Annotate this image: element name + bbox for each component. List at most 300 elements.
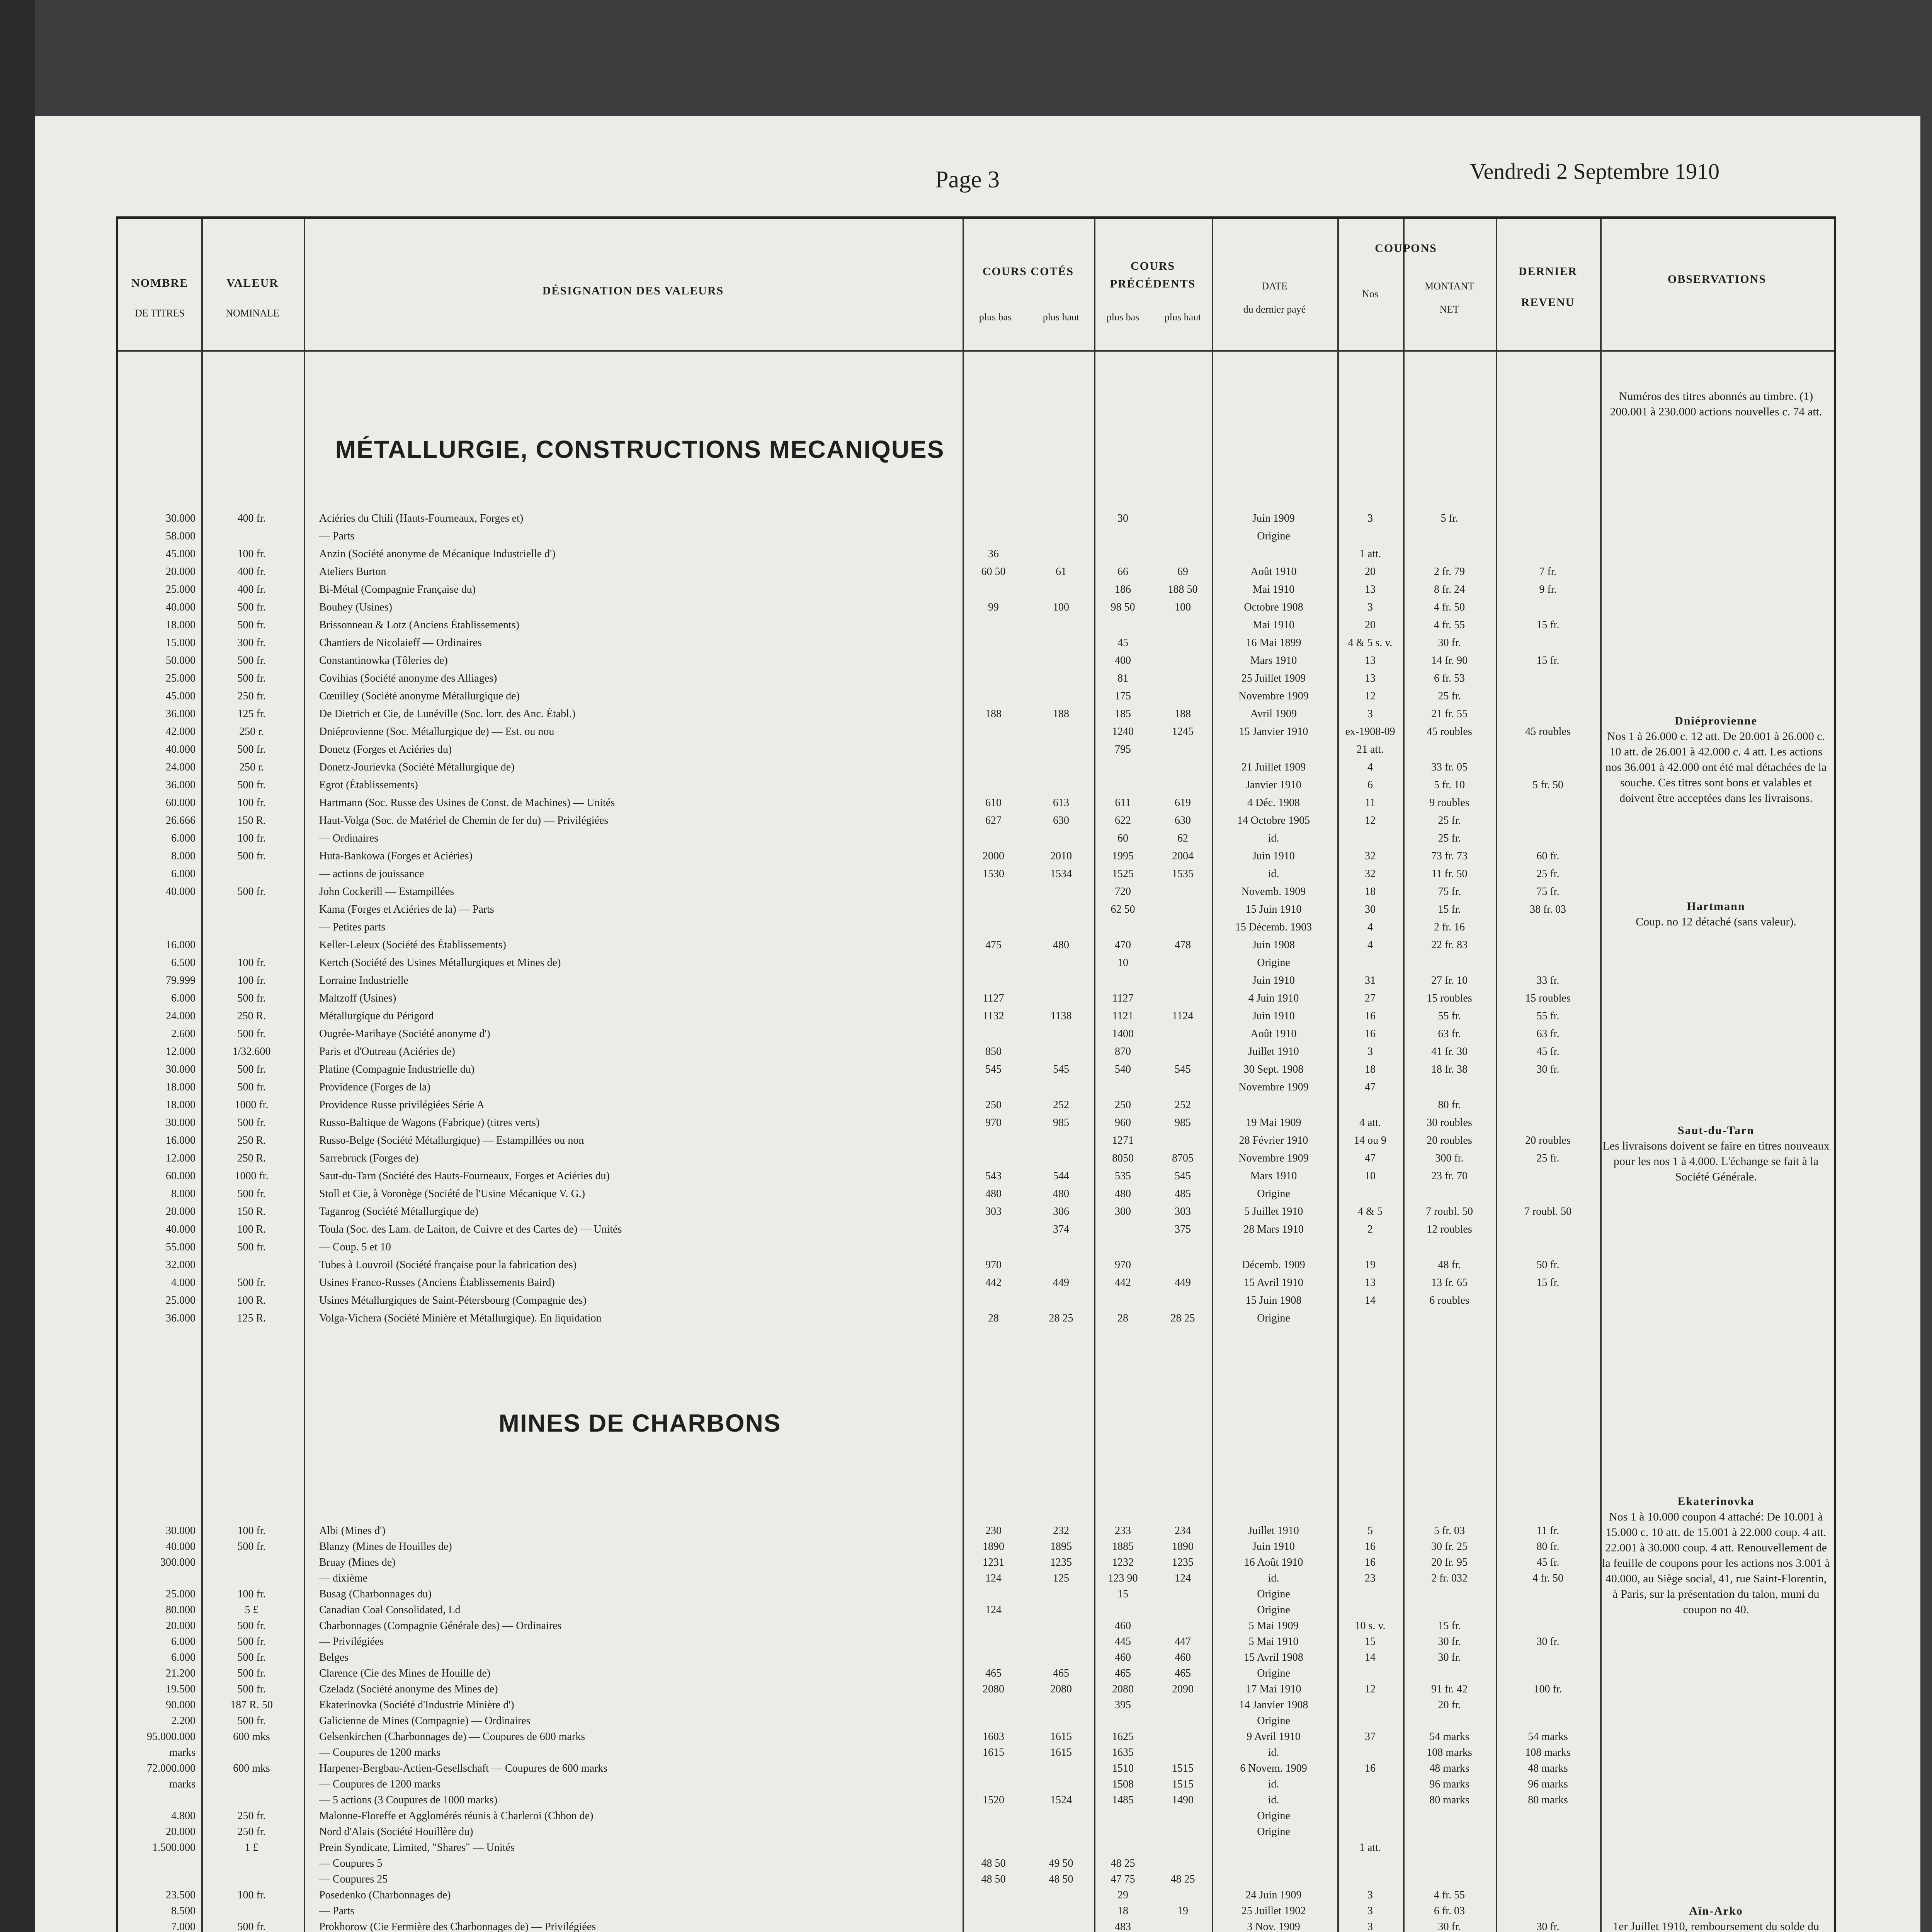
cell-dernier-revenu: 5 fr. 50 bbox=[1532, 779, 1564, 791]
cell-valeur-nominale: 5 £ bbox=[245, 1604, 259, 1616]
cell-valeur-nominale: 250 fr. bbox=[237, 1826, 266, 1838]
cell-prec-plus-haut: 100 bbox=[1175, 601, 1191, 613]
cell-coupon-montant: 6 fr. 03 bbox=[1434, 1905, 1465, 1917]
cell-cours-plus-bas: 1890 bbox=[983, 1541, 1004, 1553]
cell-designation: Providence Russe privilégiées Série A bbox=[319, 1099, 485, 1111]
cell-cours-plus-bas: 2000 bbox=[983, 850, 1004, 862]
cell-dernier-revenu: 45 fr. bbox=[1536, 1046, 1560, 1058]
cell-date-dernier-coupon: Juin 1909 bbox=[1252, 512, 1295, 524]
col-plus-bas: plus bas bbox=[979, 311, 1012, 323]
cell-dernier-revenu: 7 roubl. 50 bbox=[1524, 1206, 1572, 1218]
cell-designation: Charbonnages (Compagnie Générale des) — Ordinaires bbox=[319, 1620, 562, 1632]
cell-nombre-de-titres: 30.000 bbox=[166, 1063, 196, 1075]
table-row bbox=[118, 957, 1834, 971]
cell-coupon-numero: 27 bbox=[1365, 992, 1376, 1004]
cell-coupon-numero: 1 att. bbox=[1359, 548, 1381, 560]
cell-date-dernier-coupon: 25 Juillet 1902 bbox=[1241, 1905, 1306, 1917]
cell-cours-plus-haut: 1235 bbox=[1050, 1556, 1072, 1568]
table-row bbox=[118, 512, 1834, 526]
table-row bbox=[118, 903, 1834, 917]
table-row bbox=[118, 1731, 1834, 1745]
cell-date-dernier-coupon: 6 Novem. 1909 bbox=[1240, 1762, 1307, 1774]
cell-date-dernier-coupon: 9 Avril 1910 bbox=[1247, 1731, 1301, 1743]
cell-dernier-revenu: 15 fr. bbox=[1536, 1277, 1560, 1289]
cell-coupon-montant: 20 fr. bbox=[1438, 1699, 1461, 1711]
cell-prec-plus-bas: 1127 bbox=[1112, 992, 1134, 1004]
table-row bbox=[118, 921, 1834, 935]
cell-date-dernier-coupon: Juin 1910 bbox=[1252, 1010, 1295, 1022]
cell-coupon-numero: 16 bbox=[1365, 1028, 1376, 1040]
cell-dernier-revenu: 55 fr. bbox=[1536, 1010, 1560, 1022]
cell-date-dernier-coupon: Janvier 1910 bbox=[1246, 779, 1301, 791]
cell-designation: Belges bbox=[319, 1651, 349, 1663]
observation-text: Nos 1 à 10.000 coupon 4 attaché: De 10.001 à 15.000 c. 10 att. de 15.001 à 22.000 coup. 4 att. 22.001 à 30.000 coup. 4 att. Renouvellement de la feuille de coupons pour les actions nos 3.001 à 40.000, au Siège social, 41, rue Saint-Florentin, à Paris, sur la présentation du talon, muni du coupon no 40. bbox=[1602, 1510, 1830, 1616]
table-row bbox=[118, 1842, 1834, 1855]
cell-valeur-nominale: 500 fr. bbox=[237, 619, 266, 631]
cell-nombre-de-titres: 20.000 bbox=[166, 1206, 196, 1218]
cell-date-dernier-coupon: 28 Mars 1910 bbox=[1243, 1223, 1304, 1235]
cell-designation: Prein Syndicate, Limited, "Shares" — Unités bbox=[319, 1842, 515, 1854]
table-row bbox=[118, 1651, 1834, 1665]
cell-designation: Providence (Forges de la) bbox=[319, 1081, 430, 1093]
cell-cours-plus-bas: 48 50 bbox=[981, 1873, 1006, 1885]
cell-valeur-nominale: 500 fr. bbox=[237, 1541, 266, 1553]
cell-coupon-montant: 48 marks bbox=[1429, 1762, 1469, 1774]
cell-nombre-de-titres: 79.999 bbox=[166, 975, 196, 986]
cell-valeur-nominale: 100 fr. bbox=[237, 1525, 266, 1537]
cell-cours-plus-haut: 61 bbox=[1056, 566, 1066, 578]
cell-coupon-montant: 91 fr. 42 bbox=[1431, 1683, 1468, 1695]
cell-nombre-de-titres: 4.000 bbox=[171, 1277, 196, 1289]
cell-designation: — Ordinaires bbox=[319, 832, 379, 844]
cell-designation: John Cockerill — Estampillées bbox=[319, 886, 454, 898]
cell-valeur-nominale: 500 fr. bbox=[237, 1921, 266, 1932]
cell-valeur-nominale: 500 fr. bbox=[237, 1188, 266, 1200]
cell-coupon-montant: 15 fr. bbox=[1438, 903, 1461, 915]
cell-prec-plus-haut: 630 bbox=[1175, 815, 1191, 827]
cell-coupon-numero: 4 bbox=[1367, 761, 1373, 773]
table-row bbox=[118, 1046, 1834, 1060]
cell-nombre-de-titres: 21.200 bbox=[166, 1667, 196, 1679]
cell-cours-plus-haut: 306 bbox=[1053, 1206, 1069, 1218]
table-row bbox=[118, 1873, 1834, 1887]
cell-coupon-numero: 13 bbox=[1365, 655, 1376, 667]
cell-dernier-revenu: 108 marks bbox=[1525, 1747, 1571, 1759]
cell-date-dernier-coupon: Origine bbox=[1257, 1604, 1290, 1616]
cell-cours-plus-haut: 188 bbox=[1053, 708, 1069, 720]
cell-valeur-nominale: 250 R. bbox=[237, 1134, 266, 1146]
cell-date-dernier-coupon: id. bbox=[1268, 1747, 1279, 1759]
cell-designation: Donetz (Forges et Aciéries du) bbox=[319, 743, 452, 755]
cell-designation: Canadian Coal Consolidated, Ld bbox=[319, 1604, 461, 1616]
cell-coupon-montant: 48 fr. bbox=[1438, 1259, 1461, 1271]
cell-prec-plus-bas: 60 bbox=[1117, 832, 1128, 844]
cell-coupon-montant: 9 roubles bbox=[1429, 797, 1469, 809]
cell-valeur-nominale: 187 R. 50 bbox=[230, 1699, 273, 1711]
cell-nombre-de-titres: 40.000 bbox=[166, 1541, 196, 1553]
cell-nombre-de-titres: 2.600 bbox=[171, 1028, 196, 1040]
cell-coupon-montant: 5 fr. 10 bbox=[1434, 779, 1465, 791]
cell-coupon-montant: 27 fr. 10 bbox=[1431, 975, 1468, 986]
cell-valeur-nominale: 500 fr. bbox=[237, 1715, 266, 1727]
cell-prec-plus-bas: 185 bbox=[1115, 708, 1131, 720]
cell-nombre-de-titres: 2.200 bbox=[171, 1715, 196, 1727]
col-nombre: NOMBRE bbox=[131, 277, 188, 289]
cell-nombre-de-titres: 18.000 bbox=[166, 1081, 196, 1093]
cell-coupon-numero: 4 bbox=[1367, 921, 1373, 933]
cell-date-dernier-coupon: 3 Nov. 1909 bbox=[1247, 1921, 1300, 1932]
cell-date-dernier-coupon: 14 Janvier 1908 bbox=[1239, 1699, 1308, 1711]
table-row bbox=[118, 1099, 1834, 1113]
cell-coupon-numero: 12 bbox=[1365, 815, 1376, 827]
cell-date-dernier-coupon: Novembre 1909 bbox=[1238, 1152, 1309, 1164]
cell-nombre-de-titres: 24.000 bbox=[166, 761, 196, 773]
cell-prec-plus-bas: 960 bbox=[1115, 1117, 1131, 1129]
table-row bbox=[118, 992, 1834, 1006]
cell-date-dernier-coupon: id. bbox=[1268, 1778, 1279, 1790]
cell-designation: De Dietrich et Cie, de Lunéville (Soc. lorr. des Anc. Établ.) bbox=[319, 708, 576, 720]
cell-prec-plus-bas: 1625 bbox=[1112, 1731, 1134, 1743]
cell-designation: Bi-Métal (Compagnie Française du) bbox=[319, 583, 476, 595]
cell-valeur-nominale: 600 mks bbox=[233, 1731, 270, 1743]
cell-date-dernier-coupon: Août 1910 bbox=[1250, 1028, 1297, 1040]
cell-valeur-nominale: 400 fr. bbox=[237, 512, 266, 524]
cell-valeur-nominale: 500 fr. bbox=[237, 886, 266, 898]
cell-cours-plus-haut: 1524 bbox=[1050, 1794, 1072, 1806]
cell-prec-plus-bas: 45 bbox=[1117, 637, 1128, 649]
table-row bbox=[118, 530, 1834, 544]
cell-cours-plus-haut: 1615 bbox=[1050, 1731, 1072, 1743]
cell-designation: Cœuilley (Société anonyme Métallurgique de) bbox=[319, 690, 520, 702]
cell-coupon-numero: 12 bbox=[1365, 690, 1376, 702]
cell-coupon-montant: 54 marks bbox=[1429, 1731, 1469, 1743]
cell-coupon-montant: 2 fr. 16 bbox=[1434, 921, 1465, 933]
cell-cours-plus-haut: 48 50 bbox=[1049, 1873, 1073, 1885]
cell-designation: Lorraine Industrielle bbox=[319, 975, 408, 986]
cell-designation: Russo-Belge (Société Métallurgique) — Estampillées ou non bbox=[319, 1134, 584, 1146]
cell-cours-plus-haut: 2080 bbox=[1050, 1683, 1072, 1695]
cell-date-dernier-coupon: Août 1910 bbox=[1250, 566, 1297, 578]
table-row bbox=[118, 1604, 1834, 1618]
observation-note bbox=[1602, 1494, 1830, 1617]
table-row bbox=[118, 583, 1834, 597]
table-row bbox=[118, 655, 1834, 668]
cell-prec-plus-bas: 29 bbox=[1117, 1889, 1128, 1901]
cell-nombre-de-titres: 40.000 bbox=[166, 601, 196, 613]
cell-prec-plus-haut: 1245 bbox=[1172, 726, 1194, 738]
cell-designation: Stoll et Cie, à Voronège (Société de l'Usine Mécanique V. G.) bbox=[319, 1188, 585, 1200]
table-row bbox=[118, 939, 1834, 953]
cell-dernier-revenu: 7 fr. bbox=[1539, 566, 1557, 578]
cell-dernier-revenu: 50 fr. bbox=[1536, 1259, 1560, 1271]
cell-prec-plus-bas: 1635 bbox=[1112, 1747, 1134, 1759]
cell-cours-plus-haut: 1895 bbox=[1050, 1541, 1072, 1553]
cell-dernier-revenu: 30 fr. bbox=[1536, 1063, 1560, 1075]
cell-prec-plus-haut: 1515 bbox=[1172, 1762, 1194, 1774]
cell-coupon-montant: 4 fr. 55 bbox=[1434, 1889, 1465, 1901]
cell-coupon-montant: 30 fr. bbox=[1438, 1636, 1461, 1648]
cell-coupon-montant: 30 fr. bbox=[1438, 637, 1461, 649]
table-row bbox=[118, 1620, 1834, 1634]
cell-dernier-revenu: 15 fr. bbox=[1536, 619, 1560, 631]
cell-designation: Malonne-Floreffe et Agglomérés réunis à Charleroi (Chbon de) bbox=[319, 1810, 594, 1822]
cell-valeur-nominale: 500 fr. bbox=[237, 655, 266, 667]
cell-coupon-numero: 3 bbox=[1367, 512, 1373, 524]
cell-designation: Haut-Volga (Soc. de Matériel de Chemin de fer du) — Privilégiées bbox=[319, 815, 609, 827]
cell-date-dernier-coupon: Novemb. 1909 bbox=[1241, 886, 1306, 898]
cell-prec-plus-haut: 485 bbox=[1175, 1188, 1191, 1200]
cell-coupon-numero: 18 bbox=[1365, 886, 1376, 898]
col-coupons: COUPONS bbox=[1375, 242, 1437, 255]
cell-date-dernier-coupon: Octobre 1908 bbox=[1244, 601, 1303, 613]
cell-designation: Covihias (Société anonyme des Alliages) bbox=[319, 672, 497, 684]
cell-cours-plus-bas: 970 bbox=[985, 1117, 1002, 1129]
cell-prec-plus-bas: 175 bbox=[1115, 690, 1131, 702]
cell-designation: Ekaterinovka (Société d'Industrie Minière d') bbox=[319, 1699, 514, 1711]
cell-date-dernier-coupon: 5 Mai 1909 bbox=[1248, 1620, 1299, 1632]
cell-designation: — Coupures de 1200 marks bbox=[319, 1747, 441, 1759]
cell-prec-plus-haut: 69 bbox=[1177, 566, 1188, 578]
cell-date-dernier-coupon: 5 Juillet 1910 bbox=[1244, 1206, 1303, 1218]
cell-prec-plus-bas: 62 50 bbox=[1111, 903, 1135, 915]
cell-cours-plus-bas: 480 bbox=[985, 1188, 1002, 1200]
table-row bbox=[118, 850, 1834, 864]
cell-designation: Bruay (Mines de) bbox=[319, 1556, 396, 1568]
cell-prec-plus-bas: 123 90 bbox=[1108, 1572, 1138, 1584]
observation-text: Numéros des titres abonnés au timbre. (1) 200.001 à 230.000 actions nouvelles c. 74 att. bbox=[1610, 390, 1822, 418]
observation-note bbox=[1602, 389, 1830, 420]
cell-valeur-nominale: 1000 fr. bbox=[235, 1099, 269, 1111]
table-row bbox=[118, 1134, 1834, 1148]
cell-nombre-de-titres: 6.000 bbox=[171, 868, 196, 880]
table-row bbox=[118, 1683, 1834, 1697]
cell-cours-plus-haut: 252 bbox=[1053, 1099, 1069, 1111]
cell-dernier-revenu: 75 fr. bbox=[1536, 886, 1560, 898]
cell-date-dernier-coupon: Origine bbox=[1257, 1188, 1290, 1200]
col-cours-cotes: COURS COTÉS bbox=[982, 265, 1074, 278]
cell-coupon-numero: 3 bbox=[1367, 601, 1373, 613]
cell-cours-plus-bas: 1231 bbox=[983, 1556, 1004, 1568]
cell-dernier-revenu: 33 fr. bbox=[1536, 975, 1560, 986]
cell-coupon-montant: 7 roubl. 50 bbox=[1425, 1206, 1473, 1218]
cell-valeur-nominale: 300 fr. bbox=[237, 637, 266, 649]
cell-coupon-numero: 4 & 5 bbox=[1358, 1206, 1383, 1218]
cell-coupon-numero: 47 bbox=[1365, 1152, 1376, 1164]
cell-date-dernier-coupon: Mai 1910 bbox=[1252, 619, 1295, 631]
cell-cours-plus-haut: 545 bbox=[1053, 1063, 1069, 1075]
cell-designation: Maltzoff (Usines) bbox=[319, 992, 396, 1004]
cell-coupon-numero: 13 bbox=[1365, 672, 1376, 684]
cell-cours-plus-haut: 449 bbox=[1053, 1277, 1069, 1289]
cell-coupon-montant: 11 fr. 50 bbox=[1431, 868, 1468, 880]
cell-prec-plus-bas: 1232 bbox=[1112, 1556, 1134, 1568]
cell-coupon-montant: 25 fr. bbox=[1438, 690, 1461, 702]
cell-date-dernier-coupon: 30 Sept. 1908 bbox=[1243, 1063, 1304, 1075]
observation-title: Aïn-Arko bbox=[1689, 1905, 1743, 1917]
cell-coupon-numero: 2 bbox=[1367, 1223, 1373, 1235]
cell-valeur-nominale: 250 fr. bbox=[237, 690, 266, 702]
table-row bbox=[118, 1857, 1834, 1871]
cell-designation: Platine (Compagnie Industrielle du) bbox=[319, 1063, 475, 1075]
cell-prec-plus-haut: 447 bbox=[1175, 1636, 1191, 1648]
table-row bbox=[118, 743, 1834, 757]
observation-title: Ekaterinovka bbox=[1677, 1495, 1755, 1508]
table-row bbox=[118, 832, 1834, 846]
cell-date-dernier-coupon: 14 Octobre 1905 bbox=[1237, 815, 1310, 827]
cell-prec-plus-bas: 1121 bbox=[1112, 1010, 1134, 1022]
cell-cours-plus-bas: 28 bbox=[988, 1312, 999, 1324]
cell-date-dernier-coupon: Mars 1910 bbox=[1250, 655, 1297, 667]
col-de-titres: DE TITRES bbox=[135, 308, 185, 319]
cell-cours-plus-haut: 1138 bbox=[1050, 1010, 1072, 1022]
cell-coupon-montant: 12 roubles bbox=[1427, 1223, 1472, 1235]
cell-valeur-nominale: 100 fr. bbox=[237, 548, 266, 560]
col-numeros: Nos bbox=[1362, 288, 1378, 299]
cell-coupon-numero: 4 & 5 s. v. bbox=[1348, 637, 1393, 649]
cell-coupon-numero: 14 bbox=[1365, 1294, 1376, 1306]
newspaper-page bbox=[35, 116, 1920, 1932]
section-title: MÉTALLURGIE, CONSTRUCTIONS MECANIQUES bbox=[335, 435, 945, 463]
table-row bbox=[118, 1556, 1834, 1570]
table-row bbox=[118, 1572, 1834, 1586]
cell-valeur-nominale: 125 fr. bbox=[237, 708, 266, 720]
page-number: Page 3 bbox=[935, 167, 1000, 193]
cell-prec-plus-bas: 442 bbox=[1115, 1277, 1131, 1289]
table-row bbox=[118, 1921, 1834, 1932]
cell-prec-plus-bas: 48 25 bbox=[1111, 1857, 1135, 1869]
table-row bbox=[118, 1636, 1834, 1650]
cell-cours-plus-bas: 250 bbox=[985, 1099, 1002, 1111]
observation-text: Nos 1 à 26.000 c. 12 att. De 20.001 à 26.000 c. 10 att. de 26.001 à 42.000 c. 4 att. Les actions nos 36.001 à 42.000 ont été mal détachées de la souche. Ces titres sont bons et valables et doivent être acceptées dans les livraisons. bbox=[1605, 730, 1827, 804]
cell-date-dernier-coupon: Origine bbox=[1257, 530, 1290, 542]
cell-date-dernier-coupon: Origine bbox=[1257, 1588, 1290, 1600]
cell-coupon-montant: 15 fr. bbox=[1438, 1620, 1461, 1632]
cell-prec-plus-haut: 188 50 bbox=[1168, 583, 1198, 595]
col-valeur: VALEUR bbox=[226, 277, 279, 289]
table-row bbox=[118, 1063, 1834, 1077]
cell-coupon-montant: 15 roubles bbox=[1427, 992, 1472, 1004]
cell-prec-plus-haut: 619 bbox=[1175, 797, 1191, 809]
cell-nombre-de-titres: 6.000 bbox=[171, 1651, 196, 1663]
cell-coupon-numero: 3 bbox=[1367, 708, 1373, 720]
cell-nombre-de-titres: 60.000 bbox=[166, 797, 196, 809]
table-row bbox=[118, 601, 1834, 615]
cell-cours-plus-haut: 630 bbox=[1053, 815, 1069, 827]
table-row bbox=[118, 1778, 1834, 1792]
cell-nombre-de-titres: 8.500 bbox=[171, 1905, 196, 1917]
cell-cours-plus-haut: 2010 bbox=[1050, 850, 1072, 862]
cell-coupon-montant: 23 fr. 70 bbox=[1431, 1170, 1468, 1182]
cell-valeur-nominale: 250 r. bbox=[239, 726, 264, 738]
cell-nombre-de-titres: 8.000 bbox=[171, 850, 196, 862]
table-row bbox=[118, 815, 1834, 828]
cell-coupon-numero: 16 bbox=[1365, 1010, 1376, 1022]
cell-valeur-nominale: 1000 fr. bbox=[235, 1170, 269, 1182]
cell-date-dernier-coupon: Origine bbox=[1257, 1810, 1290, 1822]
cell-prec-plus-bas: 1400 bbox=[1112, 1028, 1134, 1040]
observation-text: Coup. no 12 détaché (sans valeur). bbox=[1636, 915, 1796, 928]
cell-designation: Posedenko (Charbonnages de) bbox=[319, 1889, 451, 1901]
cell-prec-plus-haut: 545 bbox=[1175, 1170, 1191, 1182]
cell-valeur-nominale: 500 fr. bbox=[237, 1117, 266, 1129]
cell-nombre-de-titres: 36.000 bbox=[166, 708, 196, 720]
cell-coupon-montant: 13 fr. 65 bbox=[1431, 1277, 1468, 1289]
cell-valeur-nominale: 150 R. bbox=[237, 815, 266, 827]
cell-coupon-montant: 30 fr. 25 bbox=[1431, 1541, 1468, 1553]
table-row bbox=[118, 1259, 1834, 1273]
cell-designation: Kama (Forges et Aciéries de la) — Parts bbox=[319, 903, 494, 915]
cell-date-dernier-coupon: Novembre 1909 bbox=[1238, 690, 1309, 702]
cell-date-dernier-coupon: Juin 1910 bbox=[1252, 1541, 1295, 1553]
cell-prec-plus-bas: 400 bbox=[1115, 655, 1131, 667]
cell-nombre-de-titres: 80.000 bbox=[166, 1604, 196, 1616]
col-net: NET bbox=[1439, 304, 1459, 315]
cell-nombre-de-titres: 32.000 bbox=[166, 1259, 196, 1271]
table-row bbox=[118, 1715, 1834, 1729]
cell-date-dernier-coupon: id. bbox=[1268, 1794, 1279, 1806]
cell-dernier-revenu: 15 roubles bbox=[1525, 992, 1571, 1004]
cell-prec-plus-bas: 611 bbox=[1115, 797, 1131, 809]
cell-date-dernier-coupon: Origine bbox=[1257, 957, 1290, 969]
cell-nombre-de-titres: 36.000 bbox=[166, 1312, 196, 1324]
cell-prec-plus-bas: 1885 bbox=[1112, 1541, 1134, 1553]
cell-prec-plus-bas: 622 bbox=[1115, 815, 1131, 827]
col-prec-bas: plus bas bbox=[1106, 311, 1139, 323]
cell-cours-plus-haut: 613 bbox=[1053, 797, 1069, 809]
cell-cours-plus-haut: 232 bbox=[1053, 1525, 1069, 1537]
cell-cours-plus-bas: 188 bbox=[985, 708, 1002, 720]
table-row bbox=[118, 797, 1834, 811]
cell-designation: Dniéprovienne (Soc. Métallurgique de) — Est. ou nou bbox=[319, 726, 554, 738]
cell-dernier-revenu: 25 fr. bbox=[1536, 1152, 1560, 1164]
cell-designation: Kertch (Société des Usines Métallurgiques et Mines de) bbox=[319, 957, 561, 969]
cell-coupon-montant: 25 fr. bbox=[1438, 832, 1461, 844]
observation-note bbox=[1602, 1903, 1830, 1932]
cell-valeur-nominale: 1/32.600 bbox=[232, 1046, 271, 1058]
cell-coupon-numero: 3 bbox=[1367, 1905, 1373, 1917]
cell-prec-plus-bas: 98 50 bbox=[1111, 601, 1135, 613]
cell-date-dernier-coupon: 25 Juillet 1909 bbox=[1241, 672, 1306, 684]
observation-note bbox=[1602, 1123, 1830, 1185]
cell-cours-plus-bas: 1127 bbox=[983, 992, 1004, 1004]
cell-prec-plus-bas: 81 bbox=[1117, 672, 1128, 684]
cell-nombre-de-titres: 30.000 bbox=[166, 1117, 196, 1129]
cell-dernier-revenu: 11 fr. bbox=[1536, 1525, 1560, 1537]
cell-coupon-numero: 15 bbox=[1365, 1636, 1376, 1648]
table-row bbox=[118, 1117, 1834, 1131]
cell-dernier-revenu: 30 fr. bbox=[1536, 1921, 1560, 1932]
cell-nombre-de-titres: 25.000 bbox=[166, 1588, 196, 1600]
cell-coupon-numero: 4 bbox=[1367, 939, 1373, 951]
cell-valeur-nominale: 500 fr. bbox=[237, 1667, 266, 1679]
cell-dernier-revenu: 48 marks bbox=[1528, 1762, 1568, 1774]
cell-designation: Prokhorow (Cie Fermière des Charbonnages de) — Privilégiées bbox=[319, 1921, 596, 1932]
cell-prec-plus-bas: 1508 bbox=[1112, 1778, 1134, 1790]
cell-prec-plus-bas: 483 bbox=[1115, 1921, 1131, 1932]
cell-prec-plus-bas: 233 bbox=[1115, 1525, 1131, 1537]
cell-designation: Hartmann (Soc. Russe des Usines de Const. de Machines) — Unités bbox=[319, 797, 615, 809]
cell-cours-plus-bas: 124 bbox=[985, 1604, 1002, 1616]
cell-prec-plus-bas: 28 bbox=[1117, 1312, 1128, 1324]
cell-prec-plus-haut: 188 bbox=[1175, 708, 1191, 720]
cell-coupon-montant: 14 fr. 90 bbox=[1431, 655, 1468, 667]
cell-date-dernier-coupon: 24 Juin 1909 bbox=[1245, 1889, 1302, 1901]
cell-designation: Constantinowka (Tôleries de) bbox=[319, 655, 448, 667]
cell-date-dernier-coupon: 21 Juillet 1909 bbox=[1241, 761, 1306, 773]
cell-cours-plus-haut: 374 bbox=[1053, 1223, 1069, 1235]
cell-prec-plus-haut: 460 bbox=[1175, 1651, 1191, 1663]
cell-coupon-numero: 37 bbox=[1365, 1731, 1376, 1743]
